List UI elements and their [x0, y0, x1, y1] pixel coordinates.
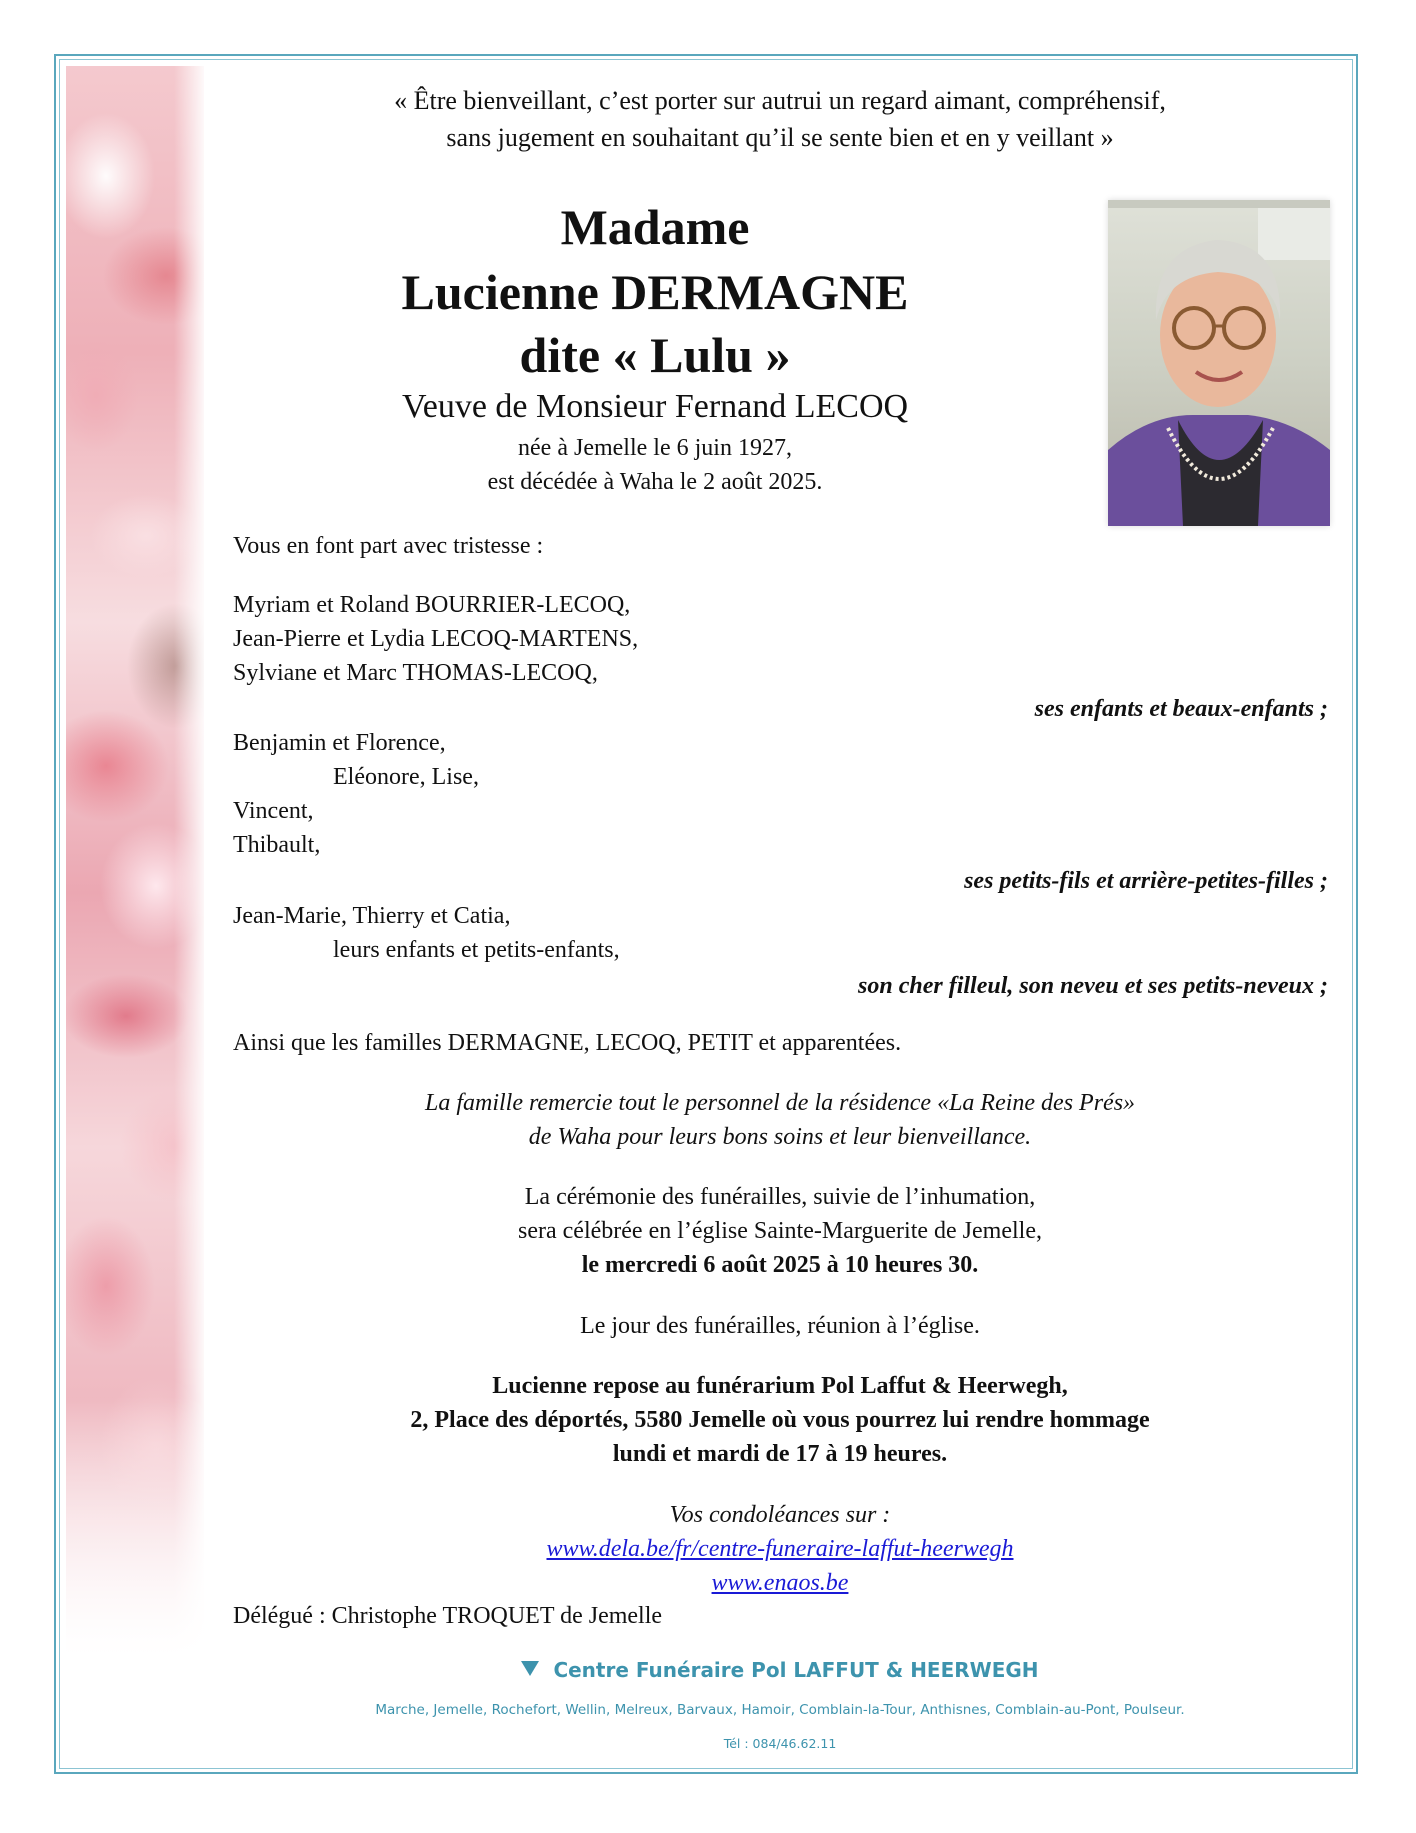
meeting-line: Le jour des funérailles, réunion à l’église.	[580, 1313, 980, 1339]
ceremony-date: le mercredi 6 août 2025 à 10 heures 30.	[581, 1252, 979, 1278]
child-line-3: Sylviane et Marc THOMAS-LECOQ,	[233, 660, 598, 686]
other-line-2: leurs enfants et petits-enfants,	[333, 937, 620, 963]
quote-line-2: sans jugement en souhaitant qu’il se sente bien et en y veillant »	[446, 123, 1114, 152]
portrait-photo	[1108, 200, 1330, 526]
grandchild-line-3: Vincent,	[233, 798, 314, 824]
portrait-illustration	[1108, 200, 1330, 526]
birth-line: née à Jemelle le 6 juin 1927,	[518, 435, 792, 461]
rest-line-1: Lucienne repose au funérarium Pol Laffut & Heerwegh,	[492, 1373, 1068, 1399]
floral-border-image	[66, 66, 204, 1656]
grandchild-line-2: Eléonore, Lise,	[333, 764, 479, 790]
death-line: est décédée à Waha le 2 août 2025.	[487, 469, 823, 495]
widow-line: Veuve de Monsieur Fernand LECOQ	[401, 388, 909, 425]
condolences-link-enaos[interactable]: www.enaos.be	[711, 1570, 849, 1596]
funeral-home-locations: Marche, Jemelle, Rochefort, Wellin, Melreux, Barvaux, Hamoir, Comblain-la-Tour, Anthisnes, Comblain-au-Pont, Poulseur.	[375, 1702, 1185, 1718]
deceased-nickname: dite « Lulu »	[519, 327, 791, 383]
families-line: Ainsi que les familles DERMAGNE, LECOQ, PETIT et apparentées.	[233, 1030, 902, 1056]
deceased-name: Lucienne DERMAGNE	[401, 264, 909, 320]
funeral-home-name: Centre Funéraire Pol LAFFUT & HEERWEGH	[553, 1658, 1039, 1682]
rest-line-3: lundi et mardi de 17 à 19 heures.	[612, 1441, 948, 1467]
grandchildren-role: ses petits-fils et arrière-petites-filles ;	[964, 868, 1328, 894]
ceremony-line-2: sera célébrée en l’église Sainte-Marguerite de Jemelle,	[518, 1218, 1042, 1244]
thanks-line-2: de Waha pour leurs bons soins et leur bienveillance.	[528, 1124, 1032, 1150]
child-line-2: Jean-Pierre et Lydia LECOQ-MARTENS,	[233, 626, 639, 652]
child-line-1: Myriam et Roland BOURRIER-LECOQ,	[233, 592, 631, 618]
delegate-line: Délégué : Christophe TROQUET de Jemelle	[233, 1603, 663, 1629]
rest-line-2: 2, Place des déportés, 5580 Jemelle où vous pourrez lui rendre hommage	[410, 1407, 1150, 1433]
ceremony-line-1: La cérémonie des funérailles, suivie de l’inhumation,	[524, 1184, 1036, 1210]
grandchild-line-4: Thibault,	[233, 832, 321, 858]
grandchild-line-1: Benjamin et Florence,	[233, 730, 446, 756]
triangle-down-icon	[521, 1661, 539, 1676]
funeral-home-phone: Tél : 084/46.62.11	[723, 1736, 837, 1751]
other-line-1: Jean-Marie, Thierry et Catia,	[233, 903, 511, 929]
deceased-title: Madame	[560, 199, 750, 255]
children-role: ses enfants et beaux-enfants ;	[1034, 696, 1328, 722]
condolences-link-dela[interactable]: www.dela.be/fr/centre-funeraire-laffut-heerwegh	[546, 1536, 1014, 1562]
thanks-line-1: La famille remercie tout le personnel de la résidence «La Reine des Prés»	[424, 1090, 1136, 1116]
intro-text: Vous en font part avec tristesse :	[233, 533, 544, 559]
quote-line-1: « Être bienveillant, c’est porter sur autrui un regard aimant, compréhensif,	[394, 86, 1166, 115]
others-role: son cher filleul, son neveu et ses petits-neveux ;	[858, 973, 1328, 999]
funeral-home-name-row	[230, 1658, 1330, 1682]
condolences-label: Vos condoléances sur :	[669, 1502, 891, 1528]
